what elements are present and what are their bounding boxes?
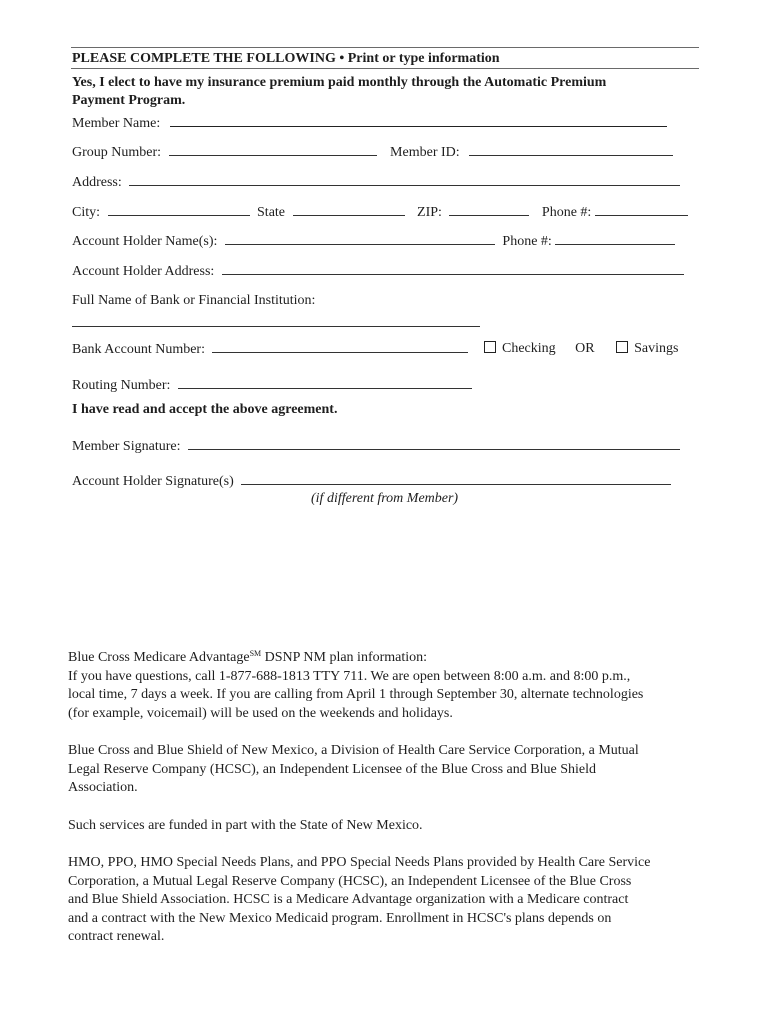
form-header: PLEASE COMPLETE THE FOLLOWING • Print or type information xyxy=(72,51,500,66)
hmo-line3: and Blue Shield Association. HCSC is a Medicare Advantage organization with a Medicare contract xyxy=(68,892,629,907)
zip-field[interactable] xyxy=(449,203,529,216)
top-rule xyxy=(71,47,699,48)
bank-account-field[interactable] xyxy=(212,340,468,353)
group-number-label: Group Number: xyxy=(72,145,162,160)
savings-checkbox[interactable] xyxy=(616,341,628,353)
zip-label: ZIP: xyxy=(417,205,442,220)
header-rule xyxy=(71,68,699,69)
hmo-line4: and a contract with the New Mexico Medicaid program. Enrollment in HCSC's plans depends on xyxy=(68,910,612,926)
account-type-options xyxy=(484,340,678,358)
group-number-field[interactable] xyxy=(169,143,377,156)
member-name-field[interactable] xyxy=(170,114,667,127)
bank-account-row xyxy=(72,340,468,359)
member-name-row xyxy=(72,114,667,133)
plan-info-block xyxy=(68,649,708,723)
account-holder-phone-label: Phone #: xyxy=(502,234,552,249)
group-row xyxy=(72,143,673,162)
checking-checkbox[interactable] xyxy=(484,341,496,353)
account-holder-names-field[interactable] xyxy=(225,232,495,245)
bank-name-field[interactable] xyxy=(72,314,480,327)
or-label: OR xyxy=(575,341,595,356)
account-holder-signature-field[interactable] xyxy=(241,472,671,485)
funded-statement: Such services are funded in part with the State of New Mexico. xyxy=(68,818,423,833)
account-holder-names-row xyxy=(72,232,675,251)
member-id-label: Member ID: xyxy=(390,145,460,160)
member-signature-row xyxy=(72,437,680,456)
questions-line3: (for example, voicemail) will be used on the weekends and holidays. xyxy=(68,705,453,721)
bcbs-line3: Association. xyxy=(68,780,138,795)
hmo-line2: Corporation, a Mutual Legal Reserve Company (HCSC), an Independent Licensee of the Blue Cross xyxy=(68,873,632,889)
city-field[interactable] xyxy=(108,203,250,216)
routing-row xyxy=(72,376,472,395)
account-holder-phone-field[interactable] xyxy=(555,232,675,245)
address-label: Address: xyxy=(72,175,122,190)
account-holder-names-label: Account Holder Name(s): xyxy=(72,234,218,249)
elect-statement-line1: Yes, I elect to have my insurance premium paid monthly through the Automatic Premium xyxy=(72,75,607,90)
account-holder-address-field[interactable] xyxy=(222,262,684,275)
plan-intro: Blue Cross Medicare Advantage℠ DSNP NM plan information: xyxy=(68,649,428,665)
account-holder-address-row xyxy=(72,262,684,281)
address-row xyxy=(72,173,680,192)
city-label: City: xyxy=(72,205,101,220)
routing-label: Routing Number: xyxy=(72,378,171,393)
bank-account-label: Bank Account Number: xyxy=(72,342,205,357)
checking-label: Checking xyxy=(502,341,556,356)
account-holder-signature-label: Account Holder Signature(s) xyxy=(72,474,234,489)
elect-statement-line2: Payment Program. xyxy=(72,93,186,108)
if-different-note: (if different from Member) xyxy=(311,491,459,506)
hmo-line1: HMO, PPO, HMO Special Needs Plans, and PPO Special Needs Plans provided by Health Care Service xyxy=(68,855,651,870)
state-field[interactable] xyxy=(293,203,405,216)
account-holder-address-label: Account Holder Address: xyxy=(72,264,215,279)
agreement-statement: I have read and accept the above agreement. xyxy=(72,402,338,417)
hmo-info-block xyxy=(68,854,708,947)
service-mark: SM xyxy=(249,649,262,658)
bcbs-line2: Legal Reserve Company (HCSC), an Independent Licensee of the Blue Cross and Blue Shield xyxy=(68,761,596,777)
phone-field[interactable] xyxy=(595,203,688,216)
bank-name-label: Full Name of Bank or Financial Institution: xyxy=(72,293,316,308)
city-row xyxy=(72,203,688,222)
bcbs-info-block xyxy=(68,742,708,798)
member-signature-field[interactable] xyxy=(188,437,680,450)
phone-label: Phone #: xyxy=(541,205,592,220)
member-signature-label: Member Signature: xyxy=(72,439,181,454)
member-id-field[interactable] xyxy=(469,143,673,156)
bcbs-line1: Blue Cross and Blue Shield of New Mexico, a Division of Health Care Service Corporation, a Mutual xyxy=(68,743,639,758)
account-holder-signature-row xyxy=(72,472,671,491)
questions-line1: If you have questions, call 1-877-688-1813 TTY 711. We are open between 8:00 a.m. and 8:00 p.m., xyxy=(68,668,631,684)
hmo-line5: contract renewal. xyxy=(68,929,165,944)
address-field[interactable] xyxy=(129,173,680,186)
member-name-label: Member Name: xyxy=(72,116,161,131)
routing-field[interactable] xyxy=(178,376,472,389)
state-label: State xyxy=(257,205,286,220)
questions-line2: local time, 7 days a week. If you are calling from April 1 through September 30, alternate technologies xyxy=(68,687,644,702)
savings-label: Savings xyxy=(634,341,679,356)
